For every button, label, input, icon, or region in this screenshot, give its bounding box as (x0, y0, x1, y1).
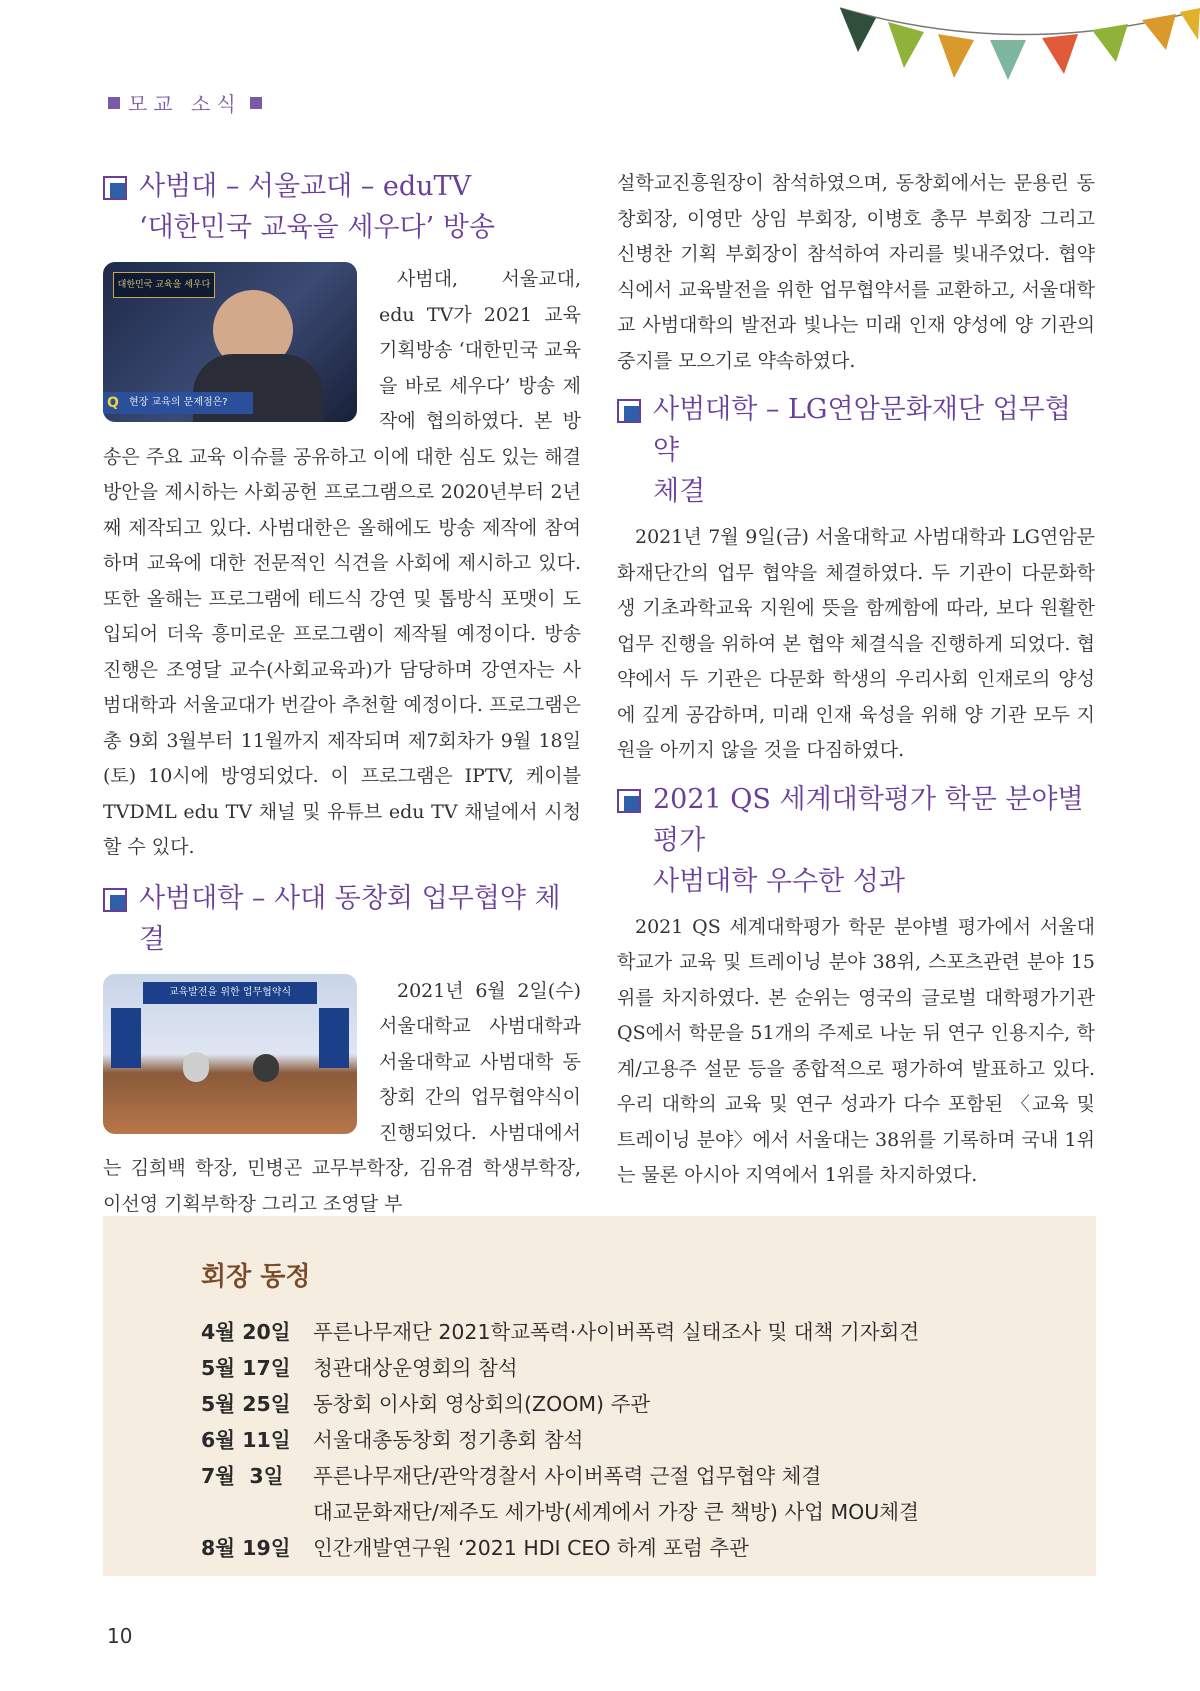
article-title-alumni: 사범대학 – 사대 동창회 업무협약 체결 (103, 878, 581, 960)
section-tag: 모교 소식 (108, 88, 262, 117)
heading-bullet-icon (617, 789, 641, 813)
tag-square-icon (108, 97, 120, 109)
schedule-row: 대교문화재단/제주도 세가방(세계에서 가장 큰 책방) 사업 MOU체결 (313, 1500, 919, 1524)
article-alumni-continued: 설학교진흥원장이 참석하였으며, 동창회에서는 문용린 동창회장, 이영만 상임 부회장, 이병호 총무 부회장 그리고 신병찬 기획 부회장이 참석하여 자리를 빛내주었다. 협약식에서 교육발전을 위한 업무협약서를 교환하고, 서울대학교 사범대학의 발전과 빛나는 미래 인재 양성에 양 기관의 중지를 모으기로 약속하였다. (617, 172, 1095, 372)
article-edutv-body: 사범대, 서울교대, edu TV가 2021 교육 기획방송 ‘대한민국 교육을 바로 세우다’ 방송 제작에 협의하였다. 본 방송은 주요 교육 이슈를 공유하고 이에 대한 심도 있는 해결 방안을 제시하는 사회공헌 프로그램으로 2020년부터 2년째 제작되고 있다. 사범대한은 올해에도 방송 제작에 참여하며 교육에 대한 전문적인 식견을 사회에 제시하고 있다. 또한 올해는 프로그램에 테드식 강연 및 톱방식 포맷이 도입되어 더욱 흥미로운 프로그램이 제작될 예정이다. 방송진행은 조영달 교수(사회교육과)가 담당하며 강연자는 사범대학과 서울교대가 번갈아 추천할 예정이다. 프로그램은 총 9회 3월부터 11월까지 제작되며 제7회차가 9월 18일(토) 10시에 방영되었다. 이 프로그램은 IPTV, 케이블TVDML edu TV 채널 및 유튜브 edu TV 채널에서 시청할 수 있다. (103, 268, 581, 858)
president-schedule-box (103, 1216, 1096, 1576)
article-title-qs: 2021 QS 세계대학평가 학문 분야별 평가 사범대학 우수한 성과 (617, 779, 1095, 902)
q-icon: Q (107, 395, 119, 411)
schedule-row: 6월 11일 서울대총동창회 정기총회 참석 (201, 1428, 584, 1452)
article-alumni-body: 2021년 6월 2일(수) 서울대학교 사범대학과 서울대학교 사범대학 동창회 간의 업무협약식이 진행되었다. 사범대에서는 김희백 학장, 민병곤 교무부학장, 김유겸 학생부학장, 이선영 기획부학장 그리고 조영달 부 (103, 979, 581, 1215)
person-left (183, 1052, 209, 1082)
bunting-decoration (840, 0, 1200, 100)
heading-bullet-icon (103, 176, 127, 200)
schedule-row: 5월 25일 동창회 이사회 영상회의(ZOOM) 주관 (201, 1392, 651, 1416)
article-title-edutv: 사범대 – 서울교대 – eduTV ‘대한민국 교육을 세우다’ 방송 (103, 166, 581, 248)
heading-bullet-icon (617, 399, 641, 423)
logo-panel-right (319, 1008, 349, 1068)
schedule-row: 8월 19일 인간개발연구원 ‘2021 HDI CEO 하계 포럼 추관 (201, 1536, 749, 1560)
article-edutv (103, 262, 581, 866)
photo-banner: 교육발전을 위한 업무협약식 (143, 982, 317, 1004)
edutv-photo (103, 262, 357, 422)
article-lg-body: 2021년 7월 9일(금) 서울대학교 사범대학과 LG연암문화재단간의 업무 협약을 체결하였다. 두 기관이 다문화학생 기초과학교육 지원에 뜻을 함께함에 따라, 보다 원활한 업무 진행을 위하여 본 협약 체결식을 진행하게 되었다. 협약에서 두 기관은 다문화 학생의 우리사회 인재로의 양성에 깊게 공감하며, 미래 인재 육성을 위해 양 기관 모두 지원을 아끼지 않을 것을 다짐하였다. (617, 526, 1095, 761)
article-alumni (103, 974, 581, 1223)
article-title-lg: 사범대학 – LG연암문화재단 업무협약 체결 (617, 389, 1095, 512)
schedule-row: 4월 20일 푸른나무재단 2021학교폭력·사이버폭력 실태조사 및 대책 기자회견 (201, 1320, 920, 1344)
schedule-title: 회장 동정 (201, 1262, 311, 1292)
mou-photo (103, 974, 357, 1134)
person-right (253, 1054, 279, 1082)
schedule-row: 7월 3일 푸른나무재단/관악경찰서 사이버폭력 근절 업무협약 체결 (201, 1464, 822, 1488)
photo-caption: 현장 교육의 문제점은? (103, 392, 253, 414)
left-column (103, 166, 581, 1222)
logo-panel-left (111, 1008, 141, 1068)
schedule-row: 5월 17일 청관대상운영회의 참석 (201, 1356, 518, 1380)
article-qs-body: 2021 QS 세계대학평가 학문 분야별 평가에서 서울대학교가 교육 및 트레이닝 분야 38위, 스포츠관련 분야 15위를 차지하였다. 본 순위는 영국의 글로벌 대학평가기관 QS에서 학문을 51개의 주제로 나눈 뒤 연구 인용지수, 학계/고용주 설문 등을 종합적으로 평가하여 발표하고 있다. 우리 대학의 교육 및 연구 성과가 다수 포함된 〈교육 및 트레이닝 분야〉에서 서울대는 38위를 기록하며 국내 1위는 물론 아시아 지역에서 1위를 차지하였다. (617, 915, 1095, 1186)
photo-banner: 대한민국 교육을 세우다 (113, 272, 215, 298)
right-column (617, 166, 1095, 1194)
tag-square-icon (250, 97, 262, 109)
heading-bullet-icon (103, 888, 127, 912)
page-number: 10 (107, 1624, 133, 1648)
